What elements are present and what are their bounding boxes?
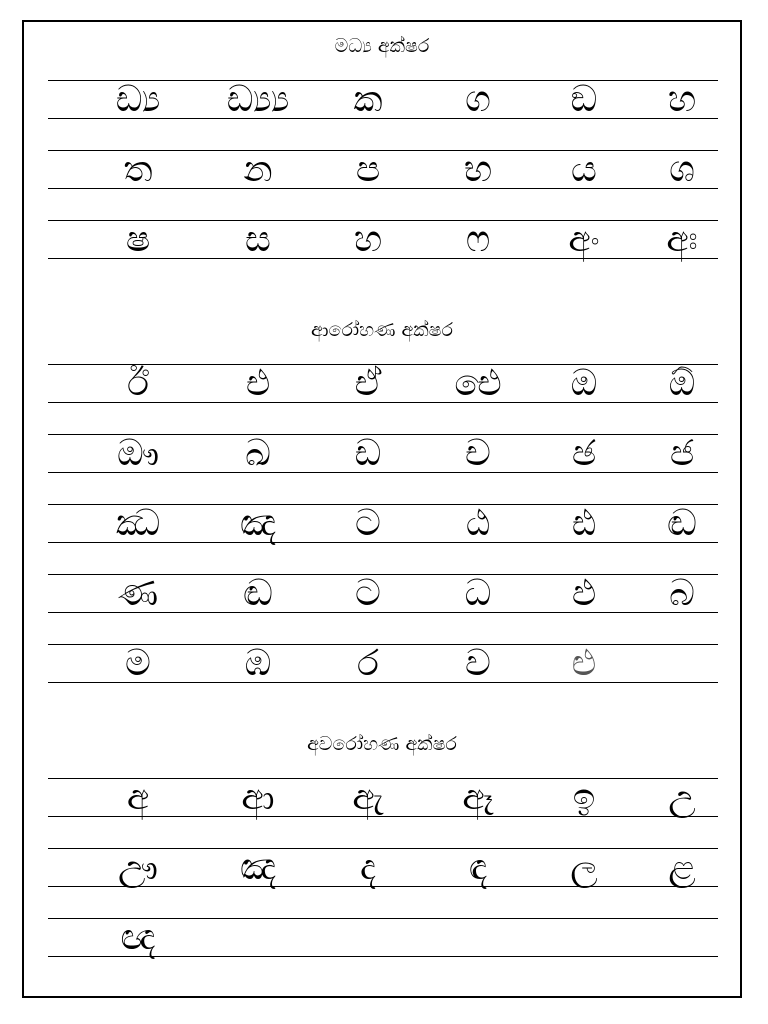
- letter-glyph: ඩ: [354, 433, 382, 474]
- letter-glyph: ඒ: [354, 363, 382, 404]
- letter-glyph: ඡ: [571, 433, 597, 474]
- letter-glyph: ඇ: [352, 777, 384, 818]
- letter-glyph: ච: [465, 433, 491, 474]
- letter-glyph: න: [243, 149, 273, 190]
- letter-glyph: ණ: [117, 573, 159, 614]
- letter-glyph: ඹ: [244, 643, 272, 684]
- letter-glyph: ඩ්‍ය: [115, 79, 161, 120]
- letter-glyph: ඖ: [116, 433, 160, 474]
- letter-glyph: ඓ: [454, 363, 502, 404]
- letter-glyph: ස: [245, 219, 271, 260]
- letter-glyph: එ: [245, 363, 271, 404]
- letter-glyph: ඈ: [462, 777, 494, 818]
- letter-glyph: ඛ: [245, 433, 271, 474]
- letter-glyph: ර: [357, 643, 379, 684]
- letter-glyph: ශ: [669, 149, 695, 190]
- letter-glyph: ළ: [668, 847, 696, 888]
- letter-glyph: අං: [568, 219, 600, 260]
- letter-glyph: ඤ: [239, 847, 277, 888]
- letter-glyph: ද: [360, 847, 376, 888]
- letter-glyph: ඳ: [468, 847, 488, 888]
- letter-glyph: ඬ: [667, 503, 697, 544]
- section-title: ආරෝහණ අක්ෂර: [311, 319, 453, 341]
- letter-glyph: ව: [465, 643, 491, 684]
- letter-glyph: ඩ්‍ය්‍ය: [226, 79, 290, 120]
- letter-glyph: ත: [123, 149, 153, 190]
- letter-glyph: භ: [463, 149, 493, 190]
- letter-glyph: ඵ: [571, 573, 597, 614]
- worksheet: [22, 20, 742, 998]
- letter-glyph: ය: [571, 149, 597, 190]
- letter-glyph: ඌ: [118, 847, 158, 888]
- letter-glyph: ඥ: [120, 917, 156, 958]
- letter-glyph: ඪ: [571, 503, 597, 544]
- letter-glyph: ළු: [571, 643, 597, 684]
- letter-glyph: ල: [570, 847, 598, 888]
- letter-glyph: උ: [668, 777, 696, 818]
- letter-glyph: ඬ: [243, 573, 273, 614]
- letter-glyph: ක: [353, 79, 383, 120]
- letter-glyph: ධ: [464, 573, 492, 614]
- letter-glyph: ඤ: [239, 503, 277, 544]
- letter-glyph: හ: [353, 219, 383, 260]
- letter-glyph: ඣ: [115, 503, 161, 544]
- section-title: අවරෝහණ අක්ෂර: [307, 733, 457, 755]
- letter-glyph: අඃ: [666, 219, 698, 260]
- letter-glyph: අ: [126, 777, 150, 818]
- letter-glyph: ඉ: [572, 777, 596, 818]
- letter-glyph: ඞ: [570, 79, 598, 120]
- letter-glyph: ෂ: [125, 219, 151, 260]
- letter-glyph: ඕ: [668, 363, 696, 404]
- letter-glyph: ඊ: [126, 363, 150, 404]
- letter-glyph: ජ: [669, 433, 695, 474]
- letter-glyph: ෆ: [465, 219, 491, 260]
- letter-glyph: ඨ: [465, 503, 491, 544]
- letter-glyph: ඔ: [570, 363, 598, 404]
- letter-glyph: ම: [125, 643, 151, 684]
- letter-glyph: ට: [355, 573, 381, 614]
- letter-glyph: ප: [355, 149, 381, 190]
- letter-glyph: ආ: [241, 777, 275, 818]
- letter-glyph: ට: [355, 503, 381, 544]
- section-title: මධ්‍ය අක්ෂර: [334, 35, 430, 57]
- letter-glyph: බ: [669, 573, 695, 614]
- letter-glyph: ග: [465, 79, 491, 120]
- letter-glyph: හ: [667, 79, 697, 120]
